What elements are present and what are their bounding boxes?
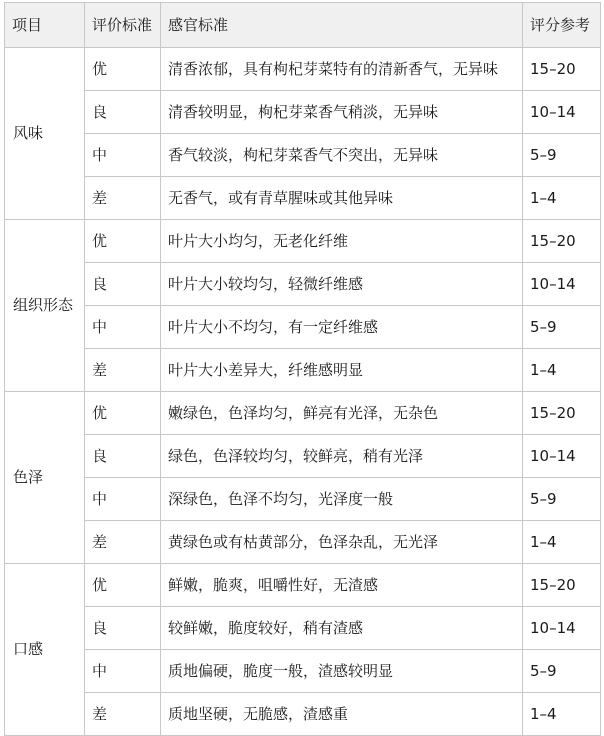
grade-cell: 良: [85, 435, 161, 478]
score-cell: 5–9: [523, 650, 601, 693]
criteria-cell: 质地偏硬，脆度一般，渣感较明显: [161, 650, 523, 693]
score-cell: 10–14: [523, 607, 601, 650]
item-cell-mouthfeel: 口感: [5, 564, 85, 736]
score-cell: 5–9: [523, 478, 601, 521]
table-row: [5, 435, 601, 478]
grade-cell: 差: [85, 521, 161, 564]
criteria-cell: 清香较明显，枸杞芽菜香气稍淡，无异味: [161, 91, 523, 134]
table-row: [5, 306, 601, 349]
score-cell: 15–20: [523, 220, 601, 263]
criteria-cell: 叶片大小较均匀，轻微纤维感: [161, 263, 523, 306]
criteria-cell: 质地坚硬，无脆感，渣感重: [161, 693, 523, 736]
grade-cell: 中: [85, 650, 161, 693]
table-row: [5, 349, 601, 392]
top-edge: [0, 0, 604, 2]
header-grade: 评价标准: [85, 3, 161, 48]
table-row: [5, 650, 601, 693]
grade-cell: 良: [85, 607, 161, 650]
score-cell: 15–20: [523, 564, 601, 607]
score-cell: 5–9: [523, 306, 601, 349]
criteria-cell: 清香浓郁，具有枸杞芽菜特有的清新香气，无异味: [161, 48, 523, 91]
grade-cell: 差: [85, 693, 161, 736]
score-cell: 1–4: [523, 521, 601, 564]
table-row: [5, 521, 601, 564]
sensory-evaluation-table: [4, 2, 601, 736]
table-row: [5, 134, 601, 177]
grade-cell: 中: [85, 306, 161, 349]
score-cell: 1–4: [523, 349, 601, 392]
criteria-cell: 无香气，或有青草腥味或其他异味: [161, 177, 523, 220]
table-row: [5, 263, 601, 306]
table-row: [5, 607, 601, 650]
criteria-cell: 鲜嫩，脆爽，咀嚼性好，无渣感: [161, 564, 523, 607]
table-body: [5, 48, 601, 736]
criteria-cell: 叶片大小差异大，纤维感明显: [161, 349, 523, 392]
criteria-cell: 嫩绿色，色泽均匀，鲜亮有光泽，无杂色: [161, 392, 523, 435]
grade-cell: 优: [85, 564, 161, 607]
score-cell: 10–14: [523, 435, 601, 478]
score-cell: 10–14: [523, 263, 601, 306]
score-cell: 15–20: [523, 392, 601, 435]
criteria-cell: 深绿色，色泽不均匀，光泽度一般: [161, 478, 523, 521]
item-cell-color: 色泽: [5, 392, 85, 564]
table-row: [5, 177, 601, 220]
table-row: [5, 48, 601, 91]
header-item: 项目: [5, 3, 85, 48]
grade-cell: 良: [85, 263, 161, 306]
grade-cell: 优: [85, 220, 161, 263]
criteria-cell: 较鲜嫩，脆度较好，稍有渣感: [161, 607, 523, 650]
item-cell-texture: 组织形态: [5, 220, 85, 392]
score-cell: 5–9: [523, 134, 601, 177]
header-criteria: 感官标准: [161, 3, 523, 48]
score-cell: 1–4: [523, 693, 601, 736]
score-cell: 10–14: [523, 91, 601, 134]
grade-cell: 中: [85, 478, 161, 521]
score-cell: 15–20: [523, 48, 601, 91]
table-row: [5, 220, 601, 263]
grade-cell: 良: [85, 91, 161, 134]
grade-cell: 差: [85, 349, 161, 392]
header-row: [5, 3, 601, 48]
table-row: [5, 564, 601, 607]
criteria-cell: 叶片大小均匀，无老化纤维: [161, 220, 523, 263]
table-header: [5, 3, 601, 48]
criteria-cell: 香气较淡，枸杞芽菜香气不突出，无异味: [161, 134, 523, 177]
header-score: 评分参考: [523, 3, 601, 48]
score-cell: 1–4: [523, 177, 601, 220]
table-row: [5, 478, 601, 521]
table-row: [5, 392, 601, 435]
criteria-cell: 叶片大小不均匀，有一定纤维感: [161, 306, 523, 349]
grade-cell: 差: [85, 177, 161, 220]
grade-cell: 优: [85, 48, 161, 91]
grade-cell: 中: [85, 134, 161, 177]
item-cell-flavor: 风味: [5, 48, 85, 220]
criteria-cell: 黄绿色或有枯黄部分，色泽杂乱，无光泽: [161, 521, 523, 564]
grade-cell: 优: [85, 392, 161, 435]
table-row: [5, 91, 601, 134]
criteria-cell: 绿色，色泽较均匀，较鲜亮，稍有光泽: [161, 435, 523, 478]
table-row: [5, 693, 601, 736]
